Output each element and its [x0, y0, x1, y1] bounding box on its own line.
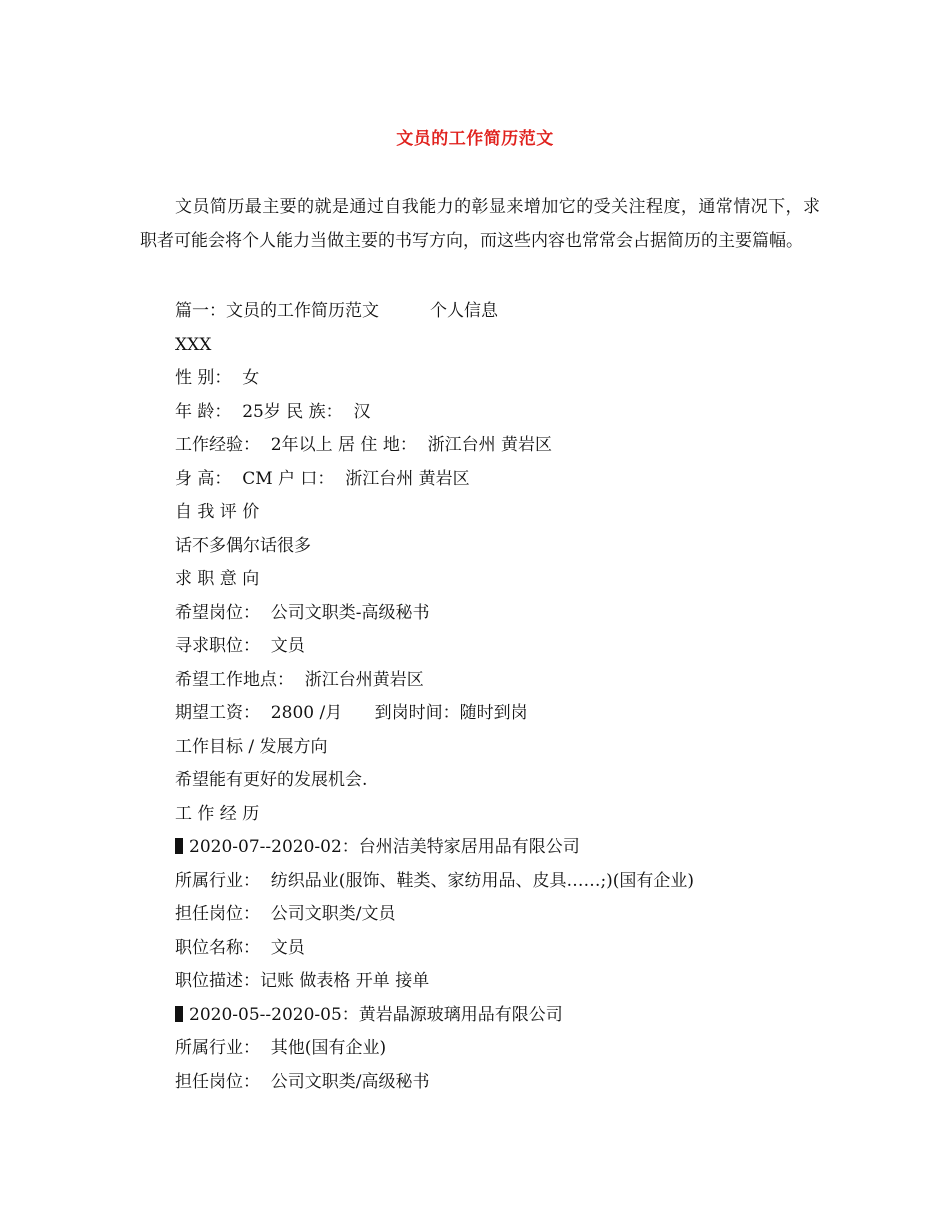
height-hukou-line: 身 高： CM 户 口： 浙江台州 黄岩区: [175, 469, 470, 489]
section-heading-work-experience: 工 作 经 历: [175, 804, 260, 824]
industry-line: 所属行业： 其他(国有企业): [175, 1038, 387, 1058]
seeking-position-line: 寻求职位： 文员: [175, 636, 305, 656]
section-heading-self-evaluation: 自 我 评 价: [175, 502, 260, 522]
desired-location-line: 希望工作地点： 浙江台州黄岩区: [175, 670, 424, 690]
age-ethnicity-line: 年 龄： 25岁 民 族： 汉: [175, 402, 371, 422]
section-heading-job-intention: 求 职 意 向: [175, 569, 260, 589]
position-held-line: 担任岗位： 公司文职类/文员: [175, 904, 396, 924]
name-value: XXX: [175, 335, 212, 355]
industry-line: 所属行业： 纺织品业(服饰、鞋类、家纺用品、皮具……;)(国有企业): [175, 871, 695, 891]
career-goal-text: 希望能有更好的发展机会.: [175, 770, 368, 790]
job-title-line: 职位名称： 文员: [175, 938, 305, 958]
job-entry-title: 2020-07--2020-02：台州洁美特家居用品有限公司: [189, 837, 580, 857]
gender-line: 性 别： 女: [175, 368, 260, 388]
intro-paragraph: 文员简历最主要的就是通过自我能力的彰显来增加它的受关注程度，通常情况下，求职者可能会将个人能力当做主要的书写方向，而这些内容也常常会占据简历的主要篇幅。: [140, 197, 820, 251]
experience-residence-line: 工作经验： 2年以上 居 住 地： 浙江台州 黄岩区: [175, 435, 553, 455]
document-title: 文员的工作简历范文: [396, 129, 554, 149]
job-entry-header: [175, 835, 580, 859]
job-entry-title: 2020-05--2020-05：黄岩晶源玻璃用品有限公司: [189, 1005, 563, 1025]
salary-availability-line: 期望工资： 2800 /月 到岗时间：随时到岗: [175, 703, 528, 723]
section-heading-personal-info: 篇一：文员的工作简历范文 个人信息: [175, 301, 498, 321]
job-entry-header: [175, 1003, 563, 1027]
bullet-marker: [175, 1006, 183, 1022]
position-held-line: 担任岗位： 公司文职类/高级秘书: [175, 1072, 430, 1092]
job-description-line: 职位描述：记账 做表格 开单 接单: [175, 971, 430, 991]
section-heading-career-goal: 工作目标 / 发展方向: [175, 737, 328, 757]
self-evaluation-text: 话不多偶尔话很多: [175, 536, 311, 556]
bullet-marker: [175, 838, 183, 854]
desired-position-line: 希望岗位： 公司文职类-高级秘书: [175, 603, 430, 623]
